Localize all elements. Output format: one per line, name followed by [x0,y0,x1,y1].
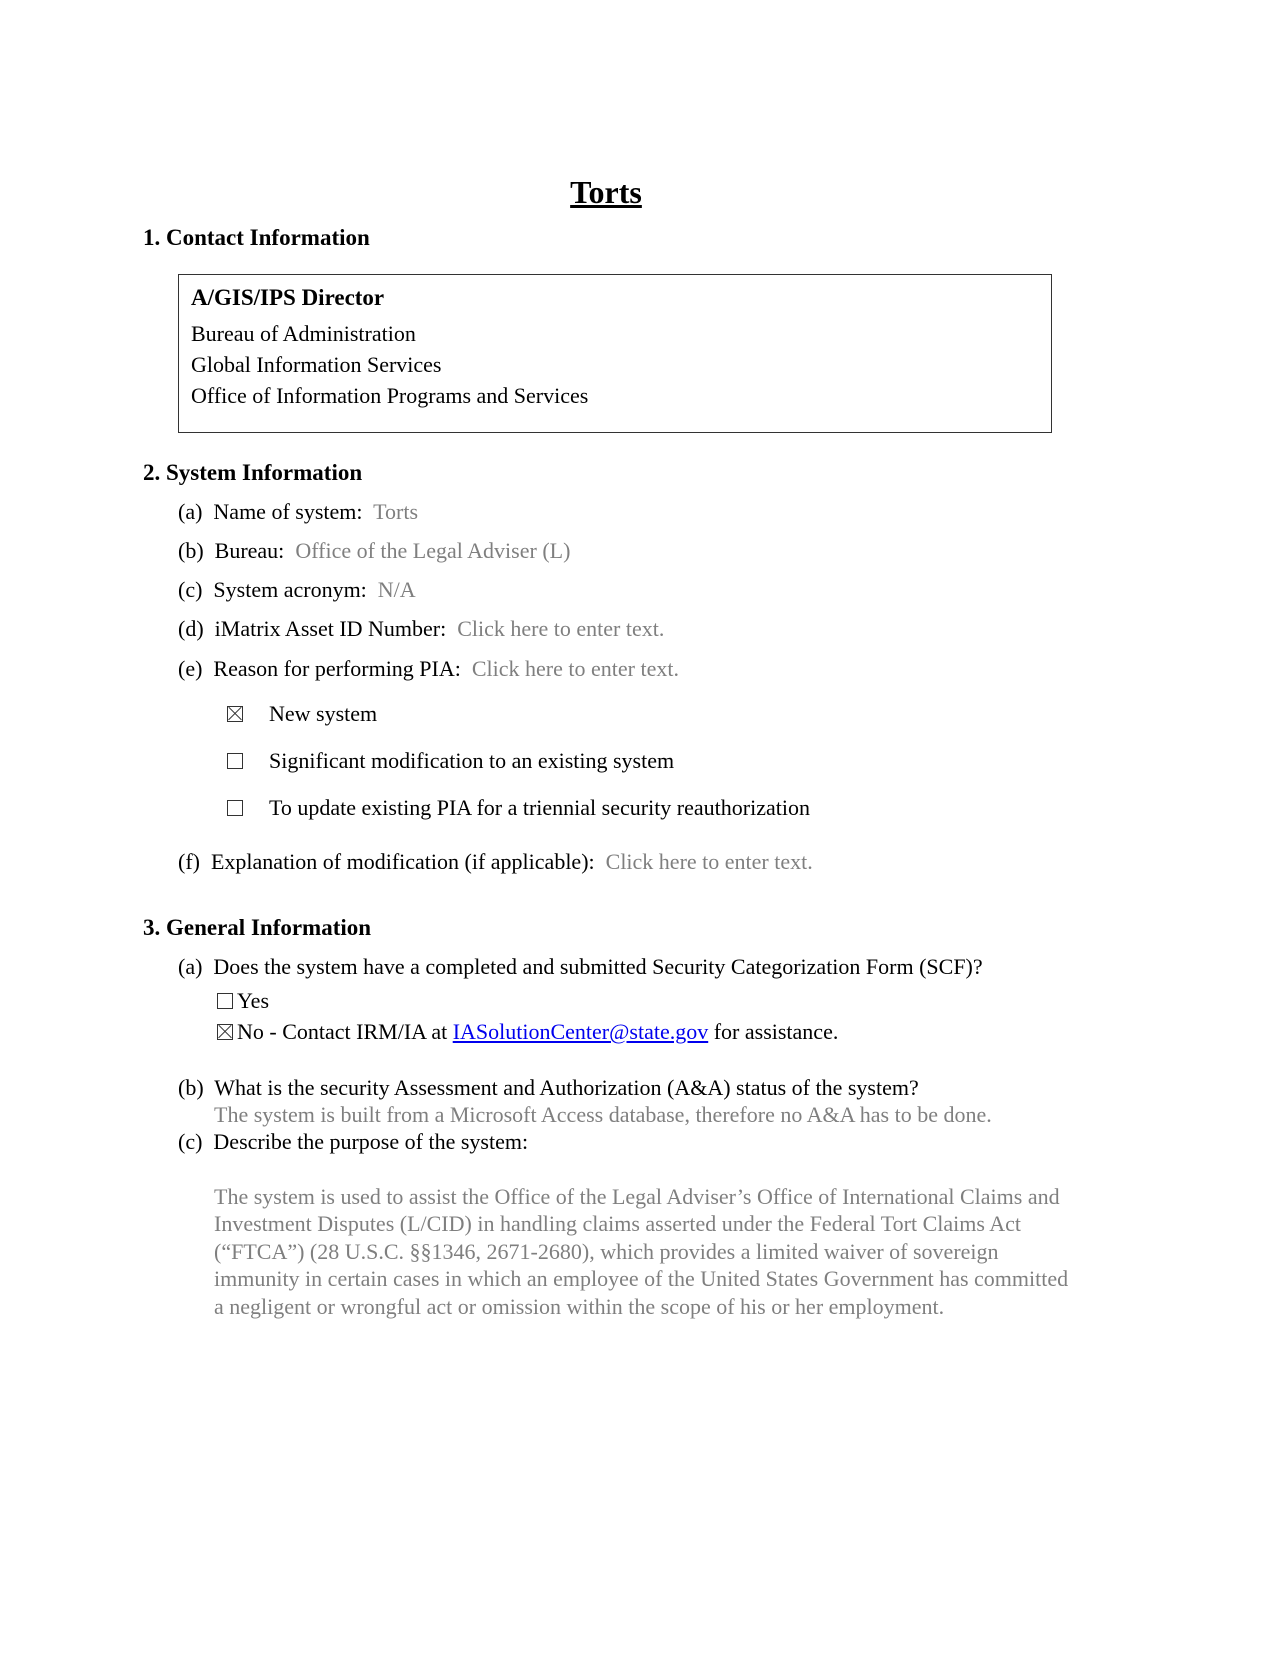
item-question: Describe the purpose of the system: [213,1129,529,1154]
option-label: Significant modification to an existing system [269,748,675,773]
option-label: To update existing PIA for a triennial security reauthorization [269,795,810,820]
section-contact-heading: 1. Contact Information [143,225,370,250]
system-name-field[interactable]: Torts [373,499,419,524]
item-label: (a) [178,499,203,524]
scf-option-yes [217,990,269,1012]
item-question: iMatrix Asset ID Number: [214,616,447,641]
system-item-d [178,618,664,640]
option-label: Yes [237,988,270,1013]
item-label: (f) [178,849,200,874]
system-item-c [178,579,416,601]
reason-option-new [227,703,377,725]
item-label: (b) [178,1075,204,1100]
contact-line: Office of Information Programs and Services [191,383,589,408]
contact-line: Global Information Services [191,352,442,377]
checkbox-checked-icon[interactable] [217,1024,233,1040]
item-label: (b) [178,538,204,563]
checkbox-checked-icon[interactable] [227,706,243,722]
option-label: No - Contact IRM/IA at [237,1019,453,1044]
item-question: System acronym: [213,577,367,602]
system-item-a [178,501,418,523]
option-label: New system [269,701,378,726]
general-item-a [178,956,983,978]
item-label: (c) [178,577,203,602]
item-question: Name of system: [213,499,363,524]
item-label: (d) [178,616,204,641]
option-label-suffix: for assistance. [708,1019,839,1044]
general-item-c [178,1131,528,1153]
item-question: Does the system have a completed and submitted Security Categorization Form (SCF)? [213,954,983,979]
item-question: Reason for performing PIA: [213,656,461,681]
reason-option-update [227,797,810,819]
asset-id-field[interactable]: Click here to enter text. [457,616,665,641]
reason-option-modification [227,750,674,772]
contact-line: Bureau of Administration [191,321,416,346]
scf-option-no [217,1021,838,1043]
bureau-field[interactable]: Office of the Legal Adviser (L) [295,538,571,563]
checkbox-icon[interactable] [227,800,243,816]
contact-box [178,274,1052,433]
section-system-heading: 2. System Information [143,460,363,485]
item-question: What is the security Assessment and Authorization (A&A) status of the system? [214,1075,919,1100]
aa-status-answer[interactable]: The system is built from a Microsoft Access database, therefore no A&A has to be done. [214,1102,992,1127]
item-label: (c) [178,1129,203,1154]
checkbox-icon[interactable] [217,993,233,1009]
system-item-b [178,540,570,562]
email-link[interactable]: IASolutionCenter@state.gov [452,1019,709,1044]
checkbox-icon[interactable] [227,753,243,769]
reason-field[interactable]: Click here to enter text. [471,656,679,681]
contact-title: A/GIS/IPS Director [191,285,385,310]
explanation-field[interactable]: Click here to enter text. [605,849,813,874]
item-question: Bureau: [214,538,285,563]
system-item-e [178,658,679,680]
system-item-f [178,851,813,873]
purpose-answer[interactable]: The system is used to assist the Office of the Legal Adviser’s Office of International Claims and Investment Disputes (L/CID) in handling claims asserted under the Federal Tort Claims Act (“FTCA”) (28 U.S.C. §§1346, 2671-2680), which provides a limited waiver of sovereign immunity in certain cases in which an employee of the United States Government has committed a negligent or wrongful act or omission within the scope of his or her employment. [214,1184,1069,1319]
section-general-heading: 3. General Information [143,915,372,940]
item-label: (a) [178,954,203,979]
general-item-b [178,1077,919,1099]
acronym-field[interactable]: N/A [377,577,416,602]
item-question: Explanation of modification (if applicable): [210,849,595,874]
document-title: Torts [570,174,642,210]
item-label: (e) [178,656,203,681]
